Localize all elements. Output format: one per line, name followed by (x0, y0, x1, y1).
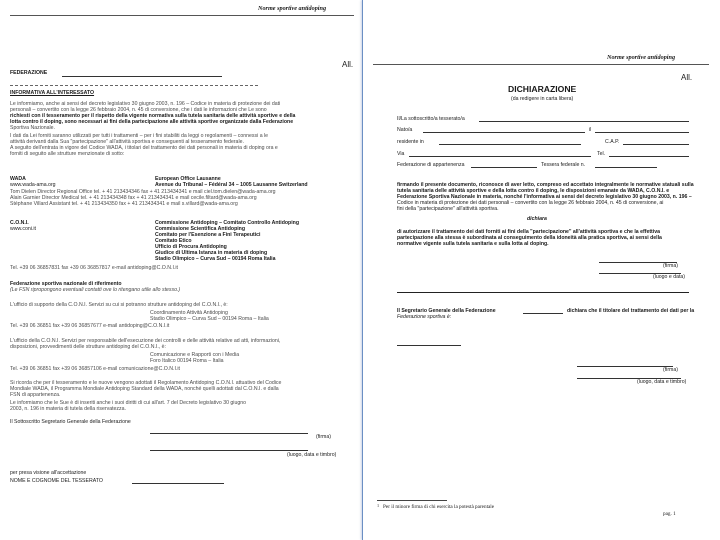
right-header-title: Norme sportive antidoping (607, 54, 676, 61)
field-residente: residente in (397, 139, 424, 145)
p1-line: lotta contro il doping, sono necessari ai fini della partecipazione alle attività sportive organizzate dalla Federazione (10, 119, 294, 125)
wada-office: European Office Lausanne (155, 176, 221, 182)
via-line[interactable] (409, 156, 591, 157)
nome-tesserato: NOME E COGNOME DEL TESSERATO (10, 478, 103, 484)
p2-line: Mondiale WADA, il Programma Mondiale Antidoping Standard della WADA, nonché quelli adottati dal C.O.N.I. e dalla (10, 386, 279, 392)
tel-line[interactable] (609, 156, 689, 157)
r-p1-line: Codice in materia di protezione dei dati personali – convertito con la legge 26 febbraio 2004, n. 45 di conversione, ai (397, 200, 664, 206)
nome-line (132, 483, 224, 484)
p2-line: 2003, n. 196 in materia di tutela della riservatezza. (10, 406, 126, 412)
field-cap: C.A.P. (605, 139, 620, 145)
section-separator (397, 292, 689, 293)
separator (10, 85, 258, 86)
r-p1-line: fini della "partecipazione" all'attività sportiva. (397, 206, 499, 212)
field-il: il (589, 127, 592, 133)
p2-line: Le informiamo che le Sue è di inseriti anche i suoi diritti di cui all'art. 7 del Decreto legislativo 30 giugno (10, 400, 246, 406)
declaration-title: DICHIARAZIONE (508, 84, 577, 94)
coni-web: www.coni.it (10, 226, 36, 232)
luogo-label: (luogo, data e timbro) (287, 452, 337, 458)
firma2-line[interactable] (577, 366, 673, 367)
ufficio2-intro: disposizioni, provvedimenti delle strutture antidoping del C.O.N.I., è: (10, 344, 166, 350)
segretario-line: Federazione sportiva è: (397, 314, 452, 320)
firma-line (150, 433, 308, 434)
federazione-label: FEDERAZIONE (10, 70, 48, 76)
footnote-mark: 1 (377, 503, 380, 508)
titolare-line[interactable] (397, 345, 461, 346)
ufficio2-line: Foro Italico 00194 Roma – Italia (150, 358, 224, 364)
p1-line: A seguito dell'entrata in vigore del Codice WADA, i titolari del trattamento dei dati personali in materia di doping ora e (10, 145, 278, 151)
left-header-title: Norme sportive antidoping (258, 5, 327, 12)
wada-web: www.wada-ama.org (10, 182, 56, 188)
segretario-line: Il Segretario Generale della Federazione (397, 308, 496, 314)
segretario-name-line[interactable] (523, 313, 563, 314)
p1-line: personali – convertito con la legge 26 febbraio 2004, n. 45 di conversione, che i dati le informazioni che Le sono (10, 107, 267, 113)
fsn-line: Federazione sportiva nazionale di riferimento (10, 281, 122, 287)
header-rule (10, 15, 354, 16)
coni-item: Stadio Olimpico – Curva Sud – 00194 Roma Italia (155, 256, 276, 262)
page-number: pag. 1 (663, 511, 676, 517)
sottoscritto-line[interactable] (479, 121, 689, 122)
coni-item: Ufficio di Procura Antidoping (155, 244, 227, 250)
r-p1-line: tutela sanitaria delle attività sportive e della lotta contro il doping, le disposizioni emanate da WADA, C.O.N.I. e (397, 188, 670, 194)
il-line[interactable] (595, 132, 689, 133)
coni-org: C.O.N.I. (10, 220, 29, 226)
p1-line: Le informiamo, anche ai sensi del decreto legislativo 30 giugno 2003, n. 196 – Codice in materia di protezione dei dati (10, 101, 281, 107)
residente-line[interactable] (439, 144, 581, 145)
coni-contacts: Tel. +39 06 36857831 fax +39 06 36857817 e-mail antidoping@C.O.N.I.it (10, 265, 178, 271)
wada-org: WADA (10, 176, 26, 182)
header-rule (373, 64, 709, 65)
coni-item: Commissione Antidoping – Comitato Controllo Antidoping (155, 220, 299, 226)
signature-intro: Il Sottoscritto Segretario Generale della Federazione (10, 419, 131, 425)
field-nato: Nato/a (397, 127, 413, 133)
right-document-page (362, 0, 720, 540)
fsn-line: (Le FSN ripropongono eventuali contatti ove lo ritengano utile allo stesso.) (10, 287, 181, 293)
ufficio1-line: Stadio Olimpico – Curva Sud – 00194 Roma – Italia (150, 316, 269, 322)
wada-contact: Stéphane Villard Assistant tel. + 41 213434350 fax + 41 213434341 e mail s.villard@wada-ama.org (10, 201, 238, 207)
segretario-line: dichiara che il titolare del trattamento dei dati per la (567, 308, 695, 314)
p1-line: I dati da Lei forniti saranno utilizzati per tutti i trattamenti – per i fini stabiliti da leggi o regolamenti – connessi a le (10, 133, 269, 139)
federazione-line[interactable] (471, 167, 537, 168)
ufficio1-line: Coordinamento Attività Antidoping (150, 310, 228, 316)
cap-line[interactable] (623, 144, 689, 145)
left-allegato: All. (342, 60, 354, 69)
p1-line: Sportiva Nazionale. (10, 125, 55, 131)
p2-line: Si ricorda che per il tesseramento e le nuove vengono adottati il Regolamento Antidoping C.O.N.I. attuativo del Codice (10, 380, 282, 386)
federazione-line (62, 76, 222, 77)
r-p1-line: Federazione Sportiva Nazionale in materia, nonché l'informativa ai sensi del decreto legislativo 30 giugno 2003, n. 196 – (397, 194, 692, 200)
wada-contact: Alain Garnier Director Medical tel. + 41 213434348 fax + 41 213434341 e mail cecile.filtard@wada-ama.org (10, 195, 257, 201)
luogo-line (150, 450, 308, 451)
p1-line: attività derivanti dalla Sua "partecipazione" all'attività sportiva e conseguenti al tesseramento federale. (10, 139, 244, 145)
firma-label: (firma) (316, 434, 331, 440)
right-allegato: All. (681, 73, 693, 82)
ufficio2-contacts: Tel. +39 06 36851 fax +39 06 36857106 e-mail comunicazione@C.O.N.I.it (10, 366, 180, 372)
coni-item: Comitato per l'Esenzione a Fini Terapeutici (155, 232, 261, 238)
coni-item: Giudice di Ultima Istanza in materia di doping (155, 250, 268, 256)
p1-line: richiesti con il tesseramento per il rispetto della vigente normativa sulla tutela sanitaria delle attività sportive e della (10, 113, 296, 119)
firma1-label: (firma) (663, 263, 678, 269)
dichiara-label: dichiara (527, 216, 547, 222)
declaration-subtitle: (da redigere in carta libera) (511, 96, 574, 102)
field-tessera: Tessera federale n. (541, 162, 586, 168)
field-federazione: Federazione di appartenenza (397, 162, 465, 168)
ufficio2-intro: L'ufficio della C.O.N.I. Servizi per responsabile dell'esecuzione dei controlli e delle attività relative ad atti, informazioni, (10, 338, 281, 344)
p1-line: forniti di seguito alle strutture menzionate di sotto: (10, 151, 125, 157)
firma2-label: (firma) (663, 367, 678, 373)
section-title: INFORMATIVA ALL'INTERESSATO (10, 90, 95, 96)
r-p1-line: firmando il presente documento, riconosce di aver letto, compreso ed accettato integralmente le normative statuali sulla (397, 182, 694, 188)
r-p2-line: normative vigente sulla tutela sanitaria e sulla lotta al doping. (397, 241, 549, 247)
field-via: Via (397, 151, 405, 157)
p2-line: FSN di appartenenza. (10, 392, 61, 398)
nato-line[interactable] (423, 132, 585, 133)
ufficio1-intro: L'ufficio di supporto della C.O.N.I. Servizi su cui si potranno strutture antidoping del C.O.N.I., è: (10, 302, 228, 308)
luogo2-label: (luogo, data e timbro) (637, 379, 687, 385)
wada-address: Avenue du Tribunal – Fédéral 34 – 1005 Lausanne Switzerland (155, 182, 308, 188)
field-tel: Tel. (597, 151, 606, 157)
ufficio2-line: Comunicazione e Rapporti con i Media (150, 352, 240, 358)
coni-item: Comitato Etico (155, 238, 192, 244)
footnote-rule (377, 500, 447, 501)
luogo1-label: (luogo e data) (653, 274, 686, 280)
tessera-line[interactable] (595, 167, 657, 168)
r-p2-line: partecipazione alla stessa è subordinata al conseguimento della idoneità alla pratica sportiva, ai sensi della (397, 235, 662, 241)
ufficio1-contacts: Tel. +39 06 36851 fax +39 06 36857677 e-mail antidoping@C.O.N.I.it (10, 323, 170, 329)
presa-visione: per presa visione all'accettazione (10, 470, 87, 476)
wada-contact: Tom Dielen Director Regional Office tel. + 41 213434346 fax + 41 213434341 e mail ciel.tom.dielen@wada-ama.org (10, 189, 276, 195)
footnote-text: Per il minore firma di chi esercita la potestà parentale (383, 504, 495, 510)
field-sottoscritto: Il/La sottoscritto/a tesserato/a (397, 116, 465, 122)
r-p2-line: di autorizzare il trattamento dei dati forniti ai fini della "partecipazione" all'attività sportiva e che la effettiva (397, 229, 660, 235)
coni-item: Commissione Scientifica Antidoping (155, 226, 246, 232)
